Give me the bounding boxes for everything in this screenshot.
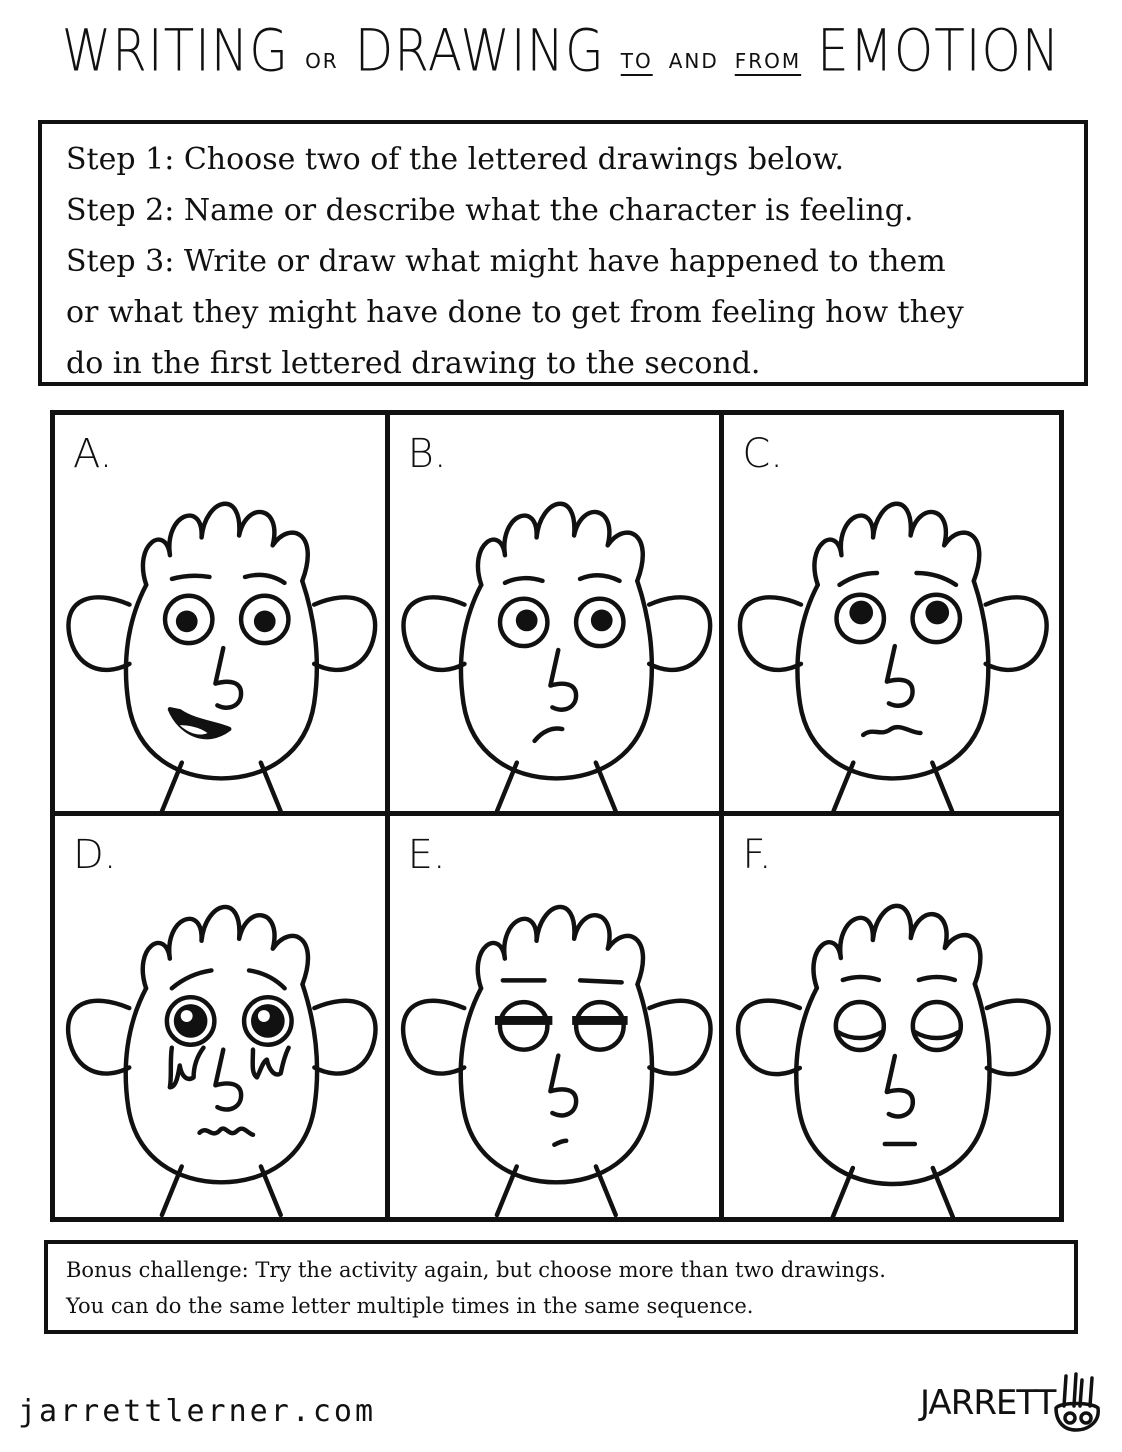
panel-d [55,816,390,1217]
panel-e [390,816,725,1217]
instructions-box [38,120,1088,386]
title-word-and: AND [668,49,719,73]
title-word-to: TO [620,49,653,73]
bonus-line: You can do the same letter multiple times in the same sequence. [66,1294,754,1318]
panel-a [55,415,390,816]
step-line: or what they might have done to get from feeling how they [66,295,964,330]
title-word-emotion: EMOTION [817,17,1061,85]
bonus-challenge-box [44,1240,1078,1334]
panel-b [390,415,725,816]
step-line: do in the first lettered drawing to the second. [66,346,761,381]
worksheet-title [0,17,1122,102]
signature-text: JARRETT [920,1383,1056,1423]
happy-face-drawing [55,415,385,811]
face-grid [50,410,1064,1222]
panel-f [724,816,1059,1217]
step-line: Step 1: Choose two of the lettered drawings below. [66,142,845,177]
step-line: Step 3: Write or draw what might have happened to them [66,244,946,279]
uncertain-face-drawing [390,415,720,811]
panel-letter: E. [407,832,446,878]
title-word-writing: WRITING [61,17,290,85]
title-word-from: FROM [734,49,802,73]
panel-letter: C. [742,431,783,477]
crying-face-drawing [55,816,385,1217]
rabbit-doodle-icon [1056,1374,1098,1430]
panel-letter: F. [742,832,772,878]
panel-letter: A. [73,431,113,477]
panel-c [724,415,1059,816]
skeptical-face-drawing [390,816,720,1217]
title-word-or: OR [305,49,339,73]
calm-face-drawing [724,816,1059,1217]
worried-face-drawing [724,415,1059,811]
website-url: jarrettlerner.com [18,1394,377,1429]
author-signature-logo [916,1366,1106,1440]
step-line: Step 2: Name or describe what the character is feeling. [66,193,914,228]
panel-letter: D. [73,832,117,878]
title-word-drawing: DRAWING [354,17,605,85]
panel-letter: B. [407,431,447,477]
bonus-line: Bonus challenge: Try the activity again, but choose more than two drawings. [66,1258,886,1282]
